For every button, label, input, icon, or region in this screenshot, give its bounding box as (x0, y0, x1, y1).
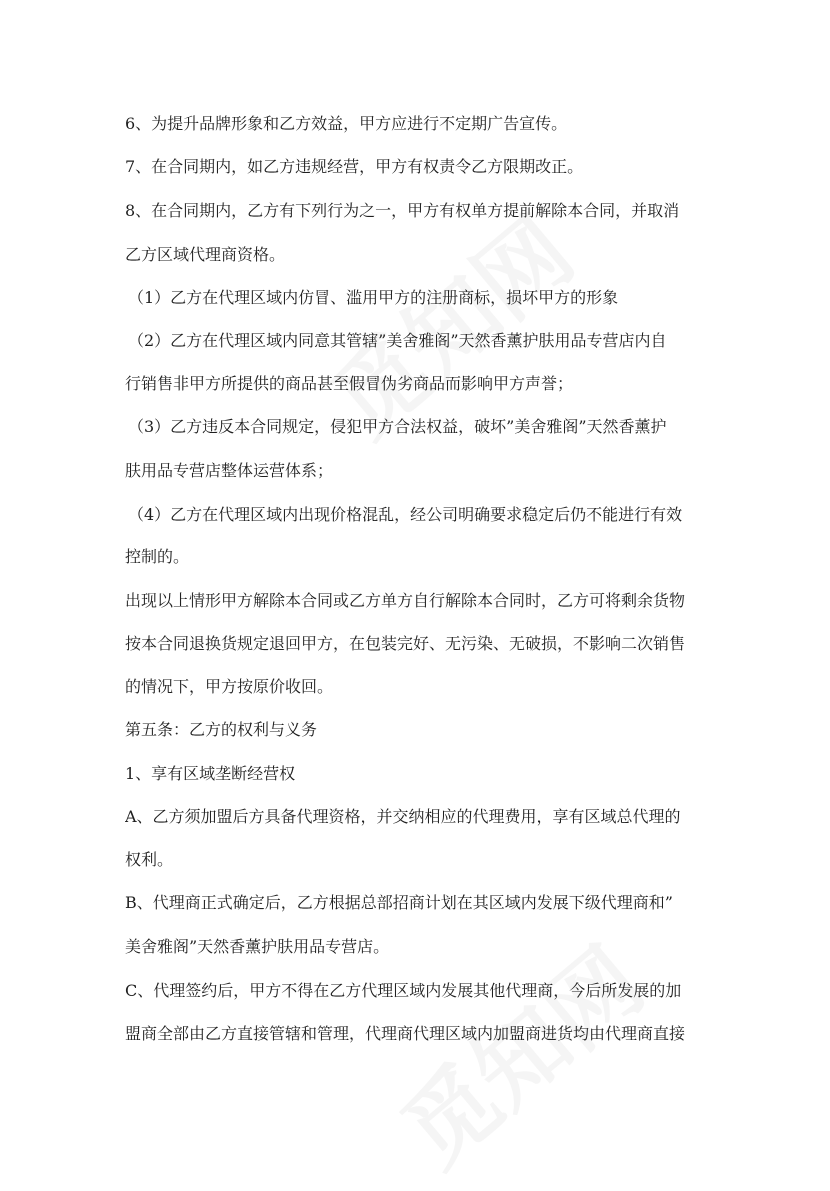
paragraph-line: 8、在合同期内，乙方有下列行为之一，甲方有权单方提前解除本合同，并取消 (125, 201, 680, 220)
paragraph-line: A、乙方须加盟后方具备代理资格，并交纳相应的代理费用，享有区域总代理的 (125, 807, 681, 826)
paragraph-line: 肤用品专营店整体运营体系； (125, 461, 334, 480)
paragraph-line: （1）乙方在代理区域内仿冒、滥用甲方的注册商标，损坏甲方的形象 (128, 288, 619, 307)
paragraph-line: 美舍雅阁”天然香薰护肤用品专营店。 (125, 937, 390, 956)
paragraph-line: 出现以上情形甲方解除本合同或乙方单方自行解除本合同时，乙方可将剩余货物 (125, 591, 686, 610)
paragraph-line: 的情况下，甲方按原价收回。 (125, 677, 334, 696)
paragraph-line: 权利。 (125, 850, 174, 869)
paragraph-line: C、代理签约后，甲方不得在乙方代理区域内发展其他代理商，今后所发展的加 (125, 981, 682, 1000)
paragraph-line: 盟商全部由乙方直接管辖和管理，代理商代理区域内加盟商进货均由代理商直接 (125, 1024, 686, 1043)
paragraph-line: （2）乙方在代理区域内同意其管辖”美舍雅阁”天然香薰护肤用品专营店内自 (128, 331, 667, 350)
paragraph-line: 按本合同退换货规定退回甲方，在包装完好、无污染、无破损，不影响二次销售 (125, 634, 686, 653)
paragraph-line: （3）乙方违反本合同规定，侵犯甲方合法权益，破坏”美舍雅阁”天然香薰护 (128, 417, 667, 436)
paragraph-line: 1、享有区域垄断经营权 (125, 764, 296, 783)
paragraph-line: （4）乙方在代理区域内出现价格混乱，经公司明确要求稳定后仍不能进行有效 (128, 505, 683, 524)
paragraph-line: 6、为提升品牌形象和乙方效益，甲方应进行不定期广告宣传。 (125, 114, 568, 133)
paragraph-line: B、代理商正式确定后，乙方根据总部招商计划在其区域内发展下级代理商和” (125, 893, 673, 912)
paragraph-line: 行销售非甲方所提供的商品甚至假冒伪劣商品而影响甲方声誉； (125, 374, 574, 393)
paragraph-line: 乙方区域代理商资格。 (125, 245, 286, 264)
section-heading: 第五条：乙方的权利与义务 (125, 720, 318, 739)
paragraph-line: 控制的。 (125, 547, 190, 566)
paragraph-line: 7、在合同期内，如乙方违规经营，甲方有权责令乙方限期改正。 (125, 157, 584, 176)
